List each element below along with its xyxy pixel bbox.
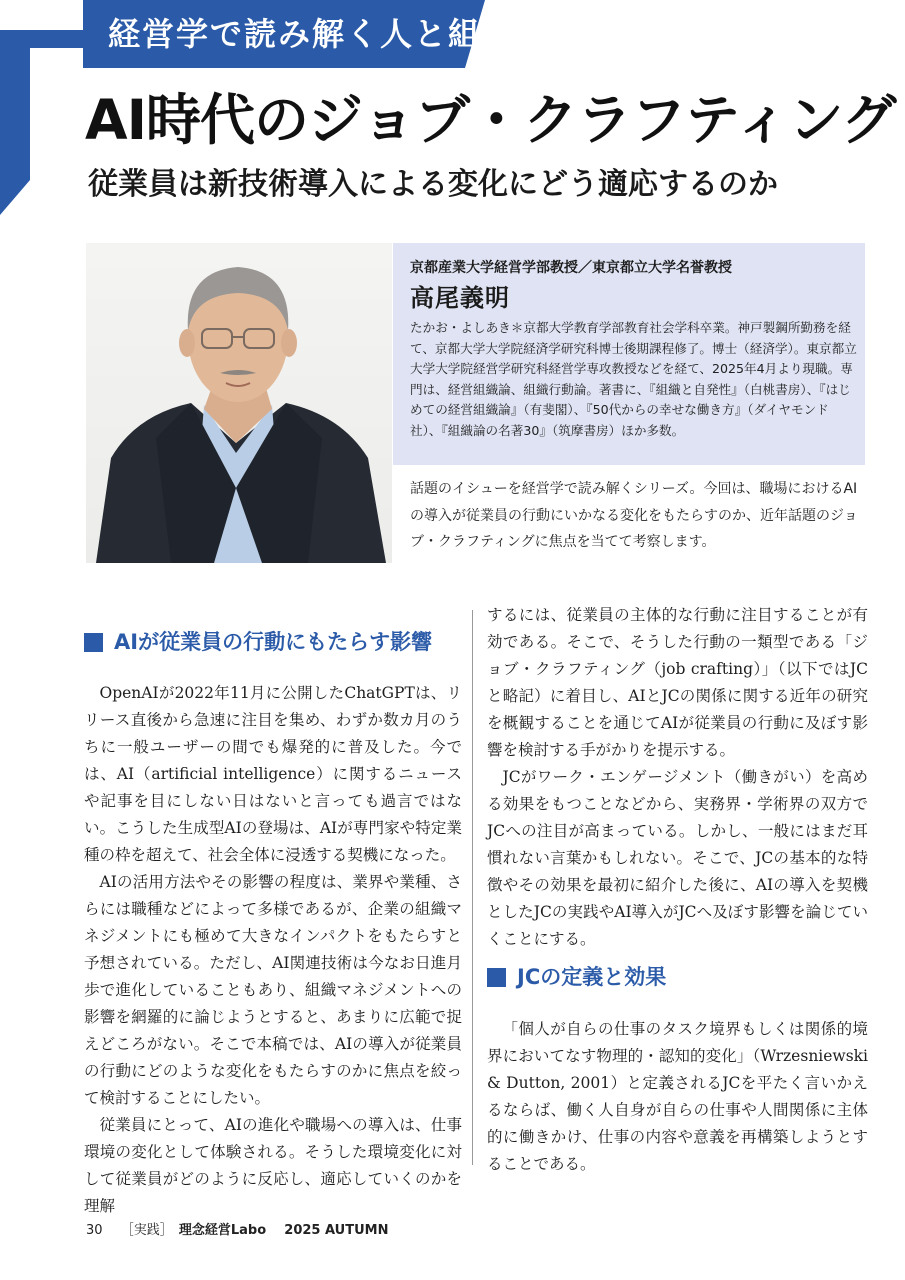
section-body-ai-impact [84, 680, 462, 1220]
author-bio: たかお・よしあき＊京都大学教育学部教育社会学科卒業。神戸製鋼所勤務を経て、京都大学大学院経済学研究科博士後期課程修了。博士（経済学）。東京都立大学大学院経営学研究科経営学専攻教授などを経て、2025年4月より現職。専門は、経営組織論、組織行動論。著書に、『組織と自発性』（白桃書房）、『はじめての経営組織論』（有斐閣）、『50代からの幸せな働き方』（ダイヤモンド社）、『組織論の名著30』（筑摩書房）ほか多数。 [410, 320, 857, 438]
heading-square-marker [84, 633, 103, 652]
magazine-name: 理念経営Labo [178, 1223, 267, 1238]
section-heading-ai-impact: AIが従業員の行動にもたらす影響 [84, 625, 464, 659]
page-number: 30 [86, 1223, 103, 1238]
footer-section-label: ［実践］ [120, 1223, 173, 1238]
heading-square-marker [487, 968, 506, 987]
article-subtitle: 従業員は新技術導入による変化にどう適応するのか [88, 167, 778, 202]
section-heading-jc-definition: JCの定義と効果 [487, 960, 867, 994]
author-portrait [86, 243, 392, 563]
lead-paragraph: 話題のイシューを経営学で読み解くシリーズ。今回は、職場におけるAIの導入が従業員の行動にいかなる変化をもたらすのか、近年話題のジョブ・クラフティングに焦点を当てて考察します。 [410, 481, 858, 550]
body-paragraph: 「個人が自らの仕事のタスク境界もしくは関係的境界においてなす物理的・認知的変化」（Wrzesniewski & Dutton, 2001）と定義されるJCを平たく言いかえるならば、働く人自身が自らの仕事や人間関係に主体的に働きかけ、仕事の内容や意義を再構築しようとすることである。 [487, 1020, 868, 1173]
author-name: 高尾義明 [410, 284, 510, 312]
series-label: 経営学で読み解く人と組織 [108, 15, 517, 53]
section-body-jc-definition [487, 1016, 868, 1178]
body-paragraph: するには、従業員の主体的な行動に注目することが有効である。そこで、そうした行動の一類型である「ジョブ・クラフティング（job crafting）」（以下ではJCと略記）に着目し、AIとJCの関係に関する近年の研究を概観することを通じてAIが従業員の行動に及ぼす影響を検討する手がかりを提示する。 [487, 606, 868, 759]
column-divider [472, 610, 473, 1165]
page-footer [86, 1221, 402, 1241]
section-body-ai-impact-continued [487, 602, 868, 953]
corner-bracket-decoration [0, 30, 90, 215]
issue-label: 2025 AUTUMN [284, 1223, 389, 1238]
body-paragraph: 従業員にとって、AIの進化や職場への導入は、仕事環境の変化として体験される。そうした環境変化に対して従業員がどのように反応し、適応していくのかを理解 [84, 1116, 462, 1215]
body-paragraph: OpenAIが2022年11月に公開したChatGPTは、リリース直後から急速に注目を集め、わずか数カ月のうちに一般ユーザーの間でも爆発的に普及した。今では、AI（artificial intelligence）に関するニュースや記事を目にしない日はないと言っても過言ではない。こうした生成型AIの登場は、AIが専門家や特定業種の枠を超えて、社会全体に浸透する契機になった。 [84, 684, 462, 864]
body-paragraph: JCがワーク・エンゲージメント（働きがい）を高める効果をもつことなどから、実務界・学術界の双方でJCへの注目が高まっている。しかし、一般にはまだ耳慣れない言葉かもしれない。そこで、JCの基本的な特徴やその効果を最初に紹介した後に、AIの導入を契機としたJCの実践やAI導入がJCへ及ぼす影響を論じていくことにする。 [487, 768, 868, 948]
body-paragraph: AIの活用方法やその影響の程度は、業界や業種、さらには職種などによって多様であるが、企業の組織マネジメントにも極めて大きなインパクトをもたらすと予想されている。ただし、AI関連技術は今なお日進月歩で進化していることもあり、組織マネジメントへの影響を網羅的に論じようとすると、あまりに広範で捉えどころがない。そこで本稿では、AIの導入が従業員の行動にどのような変化をもたらすのかに焦点を絞って検討することにしたい。 [84, 873, 462, 1107]
article-title: AI時代のジョブ・クラフティング [85, 88, 896, 152]
author-affiliation: 京都産業大学経営学部教授／東京都立大学名誉教授 [410, 260, 732, 276]
